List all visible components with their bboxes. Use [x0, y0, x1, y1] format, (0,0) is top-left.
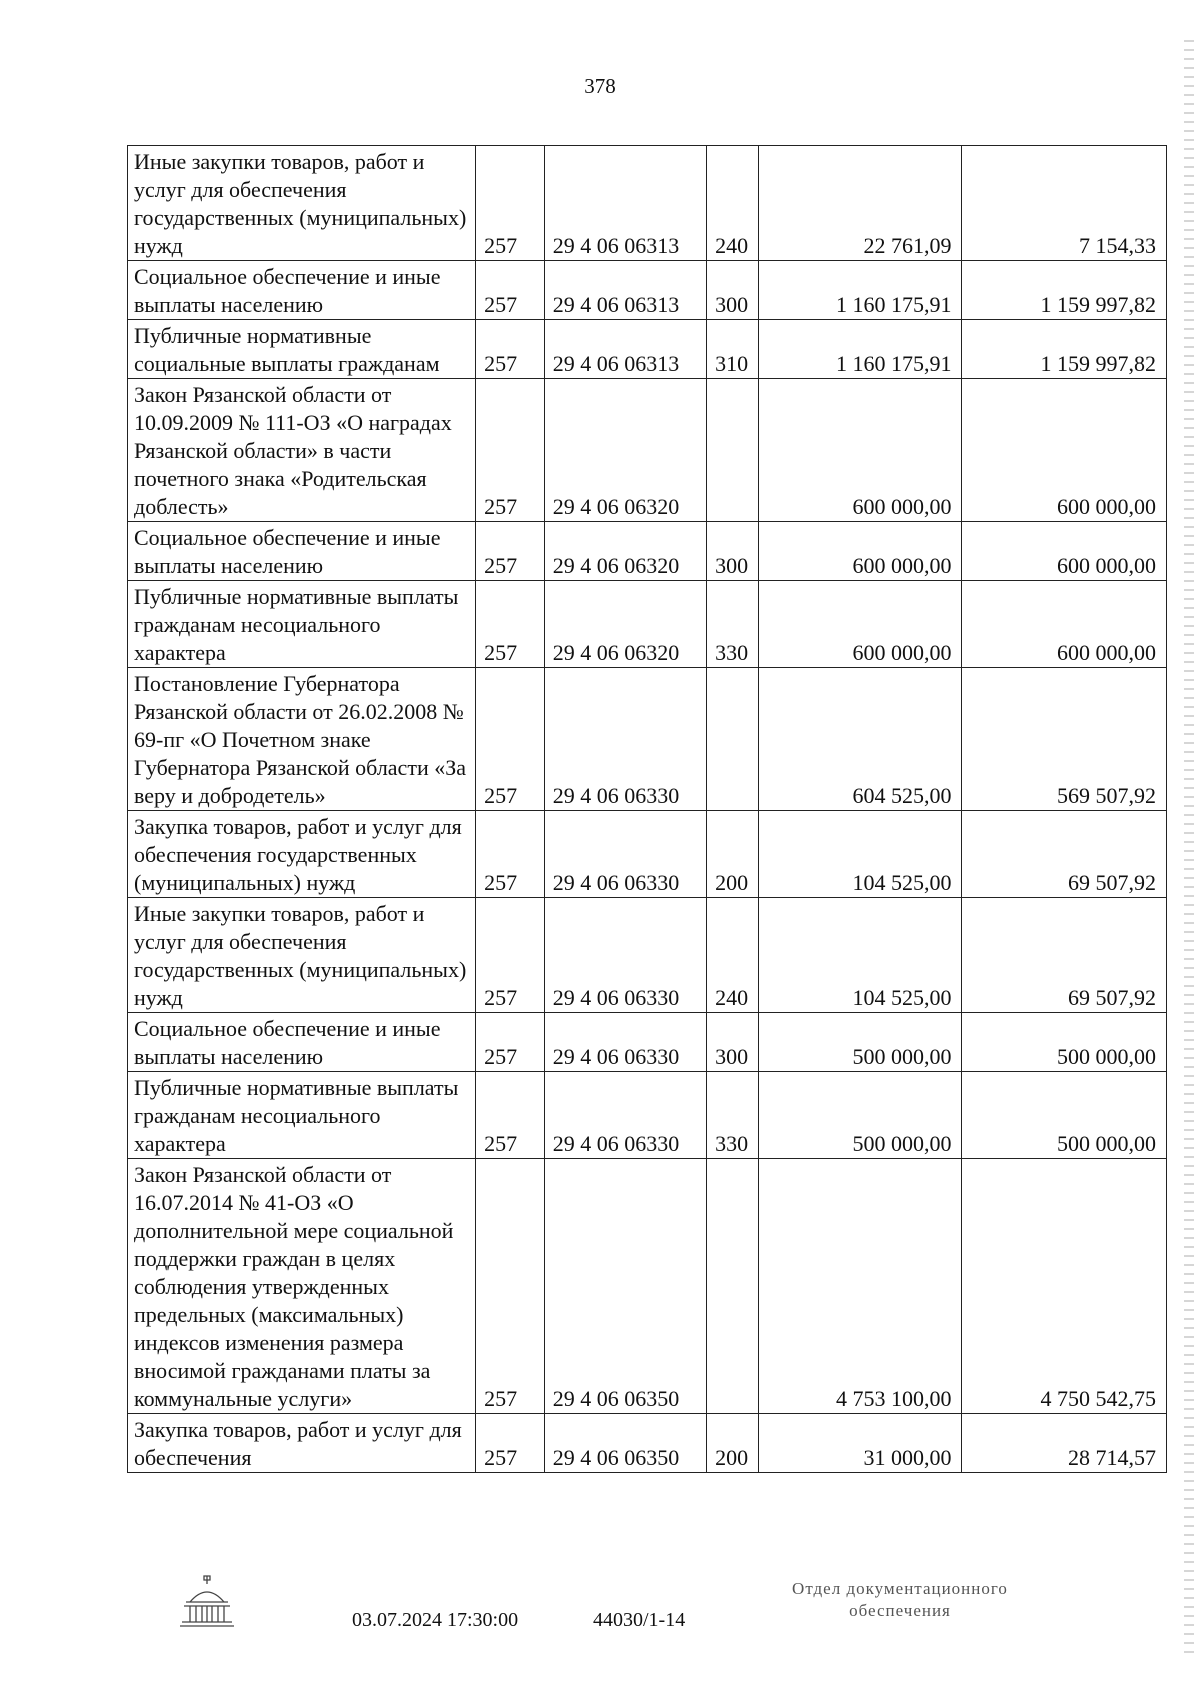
- row-amount-plan: 22 761,09: [759, 146, 962, 261]
- row-expense-type: 300: [707, 261, 759, 320]
- table-body: [128, 146, 1167, 1473]
- budget-table: [127, 145, 1167, 1473]
- row-name: Закон Рязанской области от 10.09.2009 № 111-ОЗ «О наградах Рязанской области» в части почетного знака «Родительская доблесть»: [128, 379, 476, 522]
- department-stamp: [790, 1578, 1010, 1622]
- page-number: 378: [584, 74, 616, 98]
- row-department: 257: [476, 522, 545, 581]
- row-name: Социальное обеспечение и иные выплаты населению: [128, 1013, 476, 1072]
- row-department: 257: [476, 1414, 545, 1473]
- row-amount-actual: 69 507,92: [962, 898, 1167, 1013]
- table-row: [128, 898, 1167, 1013]
- row-amount-plan: 500 000,00: [759, 1013, 962, 1072]
- row-name: Закон Рязанской области от 16.07.2014 № 41-ОЗ «О дополнительной мере социальной поддержки граждан в целях соблюдения утвержденных предельных (максимальных) индексов изменения размера вносимой гражданами платы за коммунальные услуги»: [128, 1159, 476, 1414]
- row-amount-plan: 600 000,00: [759, 522, 962, 581]
- row-amount-actual: 1 159 997,82: [962, 261, 1167, 320]
- table-row: [128, 581, 1167, 668]
- row-amount-actual: 28 714,57: [962, 1414, 1167, 1473]
- row-amount-actual: 500 000,00: [962, 1013, 1167, 1072]
- row-code: 29 4 06 06320: [544, 379, 706, 522]
- row-name: Иные закупки товаров, работ и услуг для обеспечения государственных (муниципальных) нужд: [128, 146, 476, 261]
- row-amount-plan: 4 753 100,00: [759, 1159, 962, 1414]
- row-name: Закупка товаров, работ и услуг для обеспечения: [128, 1414, 476, 1473]
- row-name: Публичные нормативные социальные выплаты гражданам: [128, 320, 476, 379]
- row-expense-type: 240: [707, 146, 759, 261]
- row-amount-plan: 600 000,00: [759, 581, 962, 668]
- row-name: Социальное обеспечение и иные выплаты населению: [128, 522, 476, 581]
- row-department: 257: [476, 1159, 545, 1414]
- footer-doc-number: 44030/1-14: [593, 1609, 686, 1631]
- table-row: [128, 1072, 1167, 1159]
- row-code: 29 4 06 06320: [544, 522, 706, 581]
- row-code: 29 4 06 06350: [544, 1414, 706, 1473]
- row-expense-type: 330: [707, 581, 759, 668]
- row-expense-type: [707, 379, 759, 522]
- row-code: 29 4 06 06330: [544, 668, 706, 811]
- row-expense-type: [707, 1159, 759, 1414]
- stamp-line-2: обеспечения: [849, 1601, 951, 1620]
- row-amount-actual: 7 154,33: [962, 146, 1167, 261]
- row-name: Иные закупки товаров, работ и услуг для обеспечения государственных (муниципальных) нужд: [128, 898, 476, 1013]
- stamp-line-1: Отдел документационного: [792, 1579, 1008, 1598]
- row-department: 257: [476, 898, 545, 1013]
- row-code: 29 4 06 06330: [544, 898, 706, 1013]
- row-code: 29 4 06 06350: [544, 1159, 706, 1414]
- row-expense-type: 330: [707, 1072, 759, 1159]
- row-amount-actual: 1 159 997,82: [962, 320, 1167, 379]
- table-row: [128, 522, 1167, 581]
- row-amount-actual: 500 000,00: [962, 1072, 1167, 1159]
- row-amount-actual: 69 507,92: [962, 811, 1167, 898]
- row-amount-actual: 4 750 542,75: [962, 1159, 1167, 1414]
- row-amount-actual: 600 000,00: [962, 522, 1167, 581]
- footer-date: 03.07.2024 17:30:00: [352, 1609, 519, 1631]
- row-expense-type: 300: [707, 1013, 759, 1072]
- table-row: [128, 1013, 1167, 1072]
- table-row: [128, 1414, 1167, 1473]
- table-row: [128, 320, 1167, 379]
- row-code: 29 4 06 06313: [544, 261, 706, 320]
- table-row: [128, 261, 1167, 320]
- table-row: [128, 146, 1167, 261]
- row-name: Публичные нормативные выплаты гражданам несоциального характера: [128, 1072, 476, 1159]
- table-row: [128, 1159, 1167, 1414]
- row-expense-type: [707, 668, 759, 811]
- row-name: Публичные нормативные выплаты гражданам несоциального характера: [128, 581, 476, 668]
- row-amount-plan: 500 000,00: [759, 1072, 962, 1159]
- table-row: [128, 811, 1167, 898]
- row-department: 257: [476, 1013, 545, 1072]
- row-department: 257: [476, 668, 545, 811]
- row-department: 257: [476, 581, 545, 668]
- row-amount-plan: 1 160 175,91: [759, 261, 962, 320]
- row-amount-actual: 600 000,00: [962, 379, 1167, 522]
- row-department: 257: [476, 146, 545, 261]
- row-amount-plan: 600 000,00: [759, 379, 962, 522]
- row-amount-plan: 1 160 175,91: [759, 320, 962, 379]
- row-code: 29 4 06 06313: [544, 320, 706, 379]
- row-expense-type: 310: [707, 320, 759, 379]
- row-expense-type: 300: [707, 522, 759, 581]
- row-code: 29 4 06 06330: [544, 1013, 706, 1072]
- row-expense-type: 240: [707, 898, 759, 1013]
- row-amount-plan: 104 525,00: [759, 811, 962, 898]
- duma-building-icon: [176, 1572, 238, 1632]
- row-department: 257: [476, 811, 545, 898]
- row-name: Постановление Губернатора Рязанской области от 26.02.2008 № 69-пг «О Почетном знаке Губернатора Рязанской области «За веру и добродетель»: [128, 668, 476, 811]
- table-row: [128, 668, 1167, 811]
- row-department: 257: [476, 320, 545, 379]
- row-amount-plan: 104 525,00: [759, 898, 962, 1013]
- scan-edge-marks: [1184, 40, 1194, 1660]
- row-amount-actual: 569 507,92: [962, 668, 1167, 811]
- row-code: 29 4 06 06330: [544, 811, 706, 898]
- row-amount-plan: 604 525,00: [759, 668, 962, 811]
- row-code: 29 4 06 06313: [544, 146, 706, 261]
- row-amount-plan: 31 000,00: [759, 1414, 962, 1473]
- row-amount-actual: 600 000,00: [962, 581, 1167, 668]
- row-department: 257: [476, 379, 545, 522]
- row-name: Закупка товаров, работ и услуг для обеспечения государственных (муниципальных) нужд: [128, 811, 476, 898]
- row-department: 257: [476, 261, 545, 320]
- row-code: 29 4 06 06320: [544, 581, 706, 668]
- row-expense-type: 200: [707, 1414, 759, 1473]
- row-expense-type: 200: [707, 811, 759, 898]
- row-department: 257: [476, 1072, 545, 1159]
- table-row: [128, 379, 1167, 522]
- row-name: Социальное обеспечение и иные выплаты населению: [128, 261, 476, 320]
- row-code: 29 4 06 06330: [544, 1072, 706, 1159]
